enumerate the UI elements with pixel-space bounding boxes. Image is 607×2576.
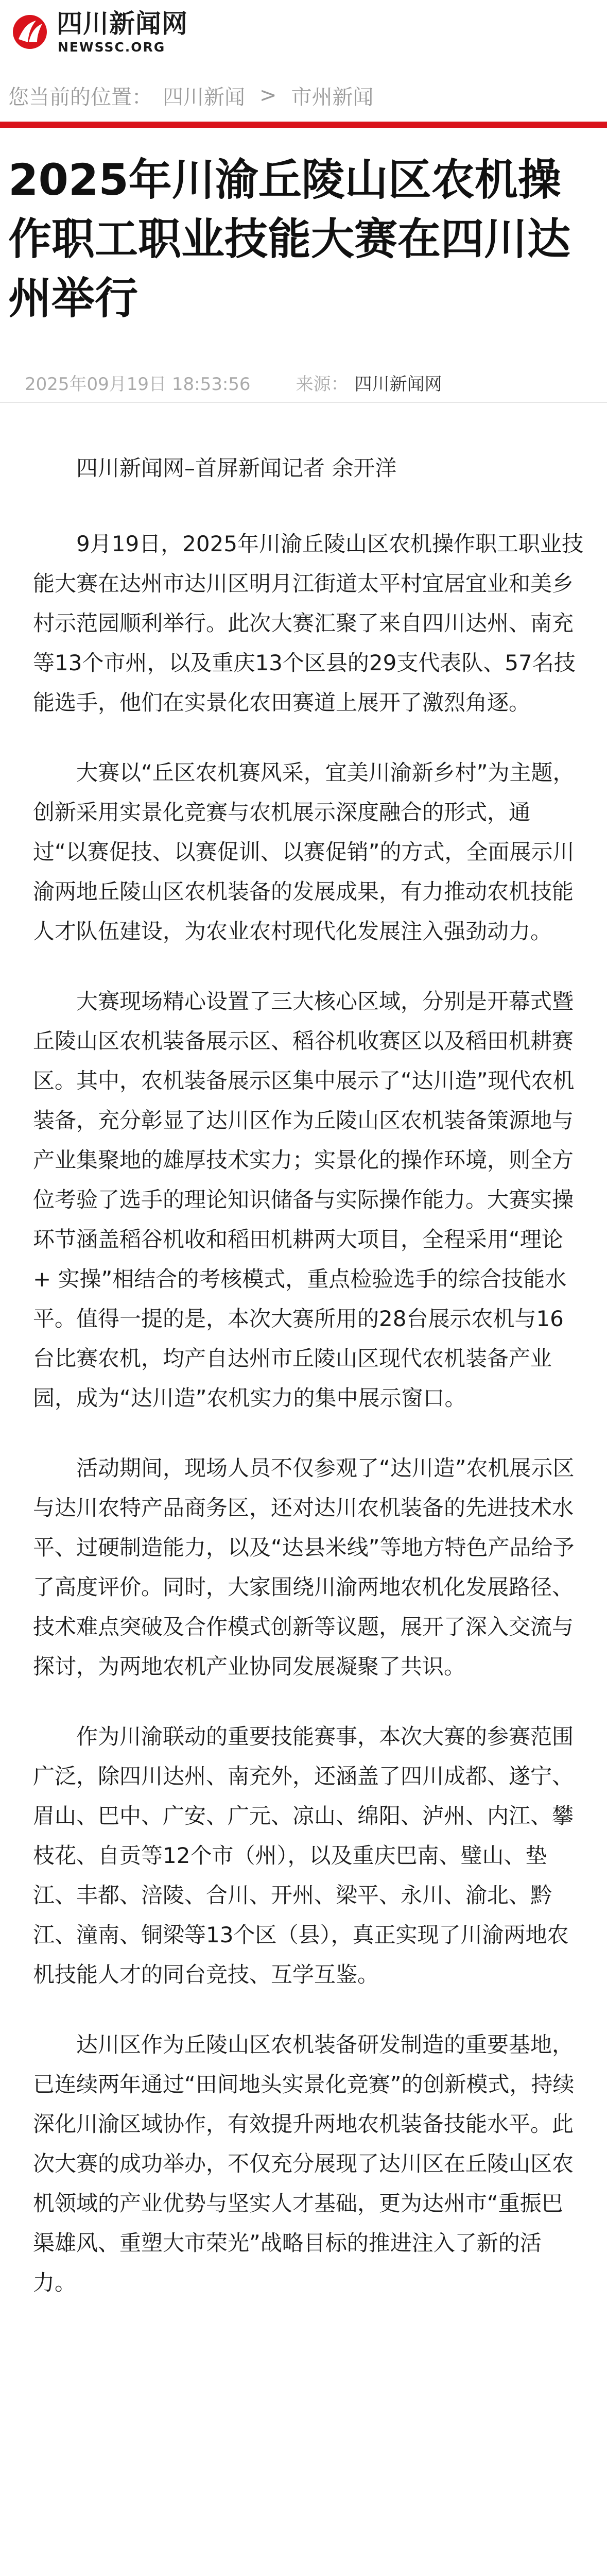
- article-paragraph: 作为川渝联动的重要技能赛事，本次大赛的参赛范围广泛，除四川达州、南充外，还涵盖了四川成都、遂宁、眉山、巴中、广安、广元、凉山、绵阳、泸州、内江、攀枝花、自贡等12个市（州），以及重庆巴南、璧山、垫江、丰都、涪陵、合川、开州、梁平、永川、渝北、黔江、潼南、铜梁等13个区（县），真正实现了川渝两地农机技能人才的同台竞技、互学互鉴。: [33, 1724, 574, 1987]
- breadcrumb: [8, 77, 374, 113]
- article-source: 四川新闻网: [354, 374, 442, 395]
- breadcrumb-item-city-news[interactable]: 市州新闻: [291, 85, 374, 109]
- article-title: 2025年川渝丘陵山区农机操作职工职业技能大赛在四川达州举行: [8, 155, 571, 324]
- article-paragraph: 大赛以“丘区农机赛风采，宜美川渝新乡村”为主题，创新采用实景化竞赛与农机展示深度融合的形式，通过“以赛促技、以赛促训、以赛促销”的方式，全面展示川渝两地丘陵山区农机装备的发展成果，有力推动农机技能人才队伍建设，为农业农村现代化发展注入强劲动力。: [33, 760, 575, 944]
- header-divider: [0, 122, 607, 128]
- source-label: 来源：: [296, 374, 349, 395]
- breadcrumb-separator: >: [259, 83, 277, 107]
- article-paragraph: 9月19日，2025年川渝丘陵山区农机操作职工职业技能大赛在达州市达川区明月江街道太平村宜居宜业和美乡村示范园顺利举行。此次大赛汇聚了来自四川达州、南充等13个市州，以及重庆13个区县的29支代表队、57名技能选手，他们在实景化农田赛道上展开了激烈角逐。: [33, 531, 584, 715]
- site-logo-domain: NEWSSC.ORG: [58, 40, 166, 55]
- site-header: [0, 0, 607, 70]
- site-logo-icon[interactable]: [11, 13, 48, 50]
- article-meta: [25, 369, 442, 396]
- article-paragraph: 活动期间，现场人员不仅参观了“达川造”农机展示区与达川农特产品商务区，还对达川农机装备的先进技术水平、过硬制造能力，以及“达县米线”等地方特色产品给予了高度评价。同时，大家围绕川渝两地农机化发展路径、技术难点突破及合作模式创新等议题，展开了深入交流与探讨，为两地农机产业协同发展凝聚了共识。: [33, 1455, 575, 1679]
- article-body: [33, 448, 584, 2333]
- breadcrumb-prefix: 您当前的位置：: [8, 85, 152, 109]
- article-datetime: 2025年09月19日 18:53:56: [25, 374, 251, 395]
- article-paragraph: 大赛现场精心设置了三大核心区域，分别是开幕式暨丘陵山区农机装备展示区、稻谷机收赛区以及稻田机耕赛区。其中，农机装备展示区集中展示了“达川造”现代农机装备，充分彰显了达川区作为丘陵山区农机装备策源地与产业集聚地的雄厚技术实力；实景化的操作环境，则全方位考验了选手的理论知识储备与实际操作能力。大赛实操环节涵盖稻谷机收和稻田机耕两大项目，全程采用“理论 + 实操”相结合的考核模式，重点检验选手的综合技能水平。值得一提的是，本次大赛所用的28台展示农机与16台比赛农机，均产自达州市丘陵山区现代农机装备产业园，成为“达川造”农机实力的集中展示窗口。: [33, 989, 575, 1411]
- breadcrumb-item-sichuan-news[interactable]: 四川新闻: [163, 85, 245, 109]
- article-paragraph: 达川区作为丘陵山区农机装备研发制造的重要基地，已连续两年通过“田间地头实景化竞赛”的创新模式，持续深化川渝区域协作，有效提升两地农机装备技能水平。此次大赛的成功举办，不仅充分展现了达川区在丘陵山区农机领域的产业优势与坚实人才基础，更为达州市“重振巴渠雄风、重塑大市荣光”战略目标的推进注入了新的活力。: [33, 2032, 575, 2295]
- meta-divider: [0, 402, 607, 403]
- article-byline: 四川新闻网–首屏新闻记者 余开洋: [76, 455, 397, 481]
- site-logo-text[interactable]: 四川新闻网: [57, 9, 188, 39]
